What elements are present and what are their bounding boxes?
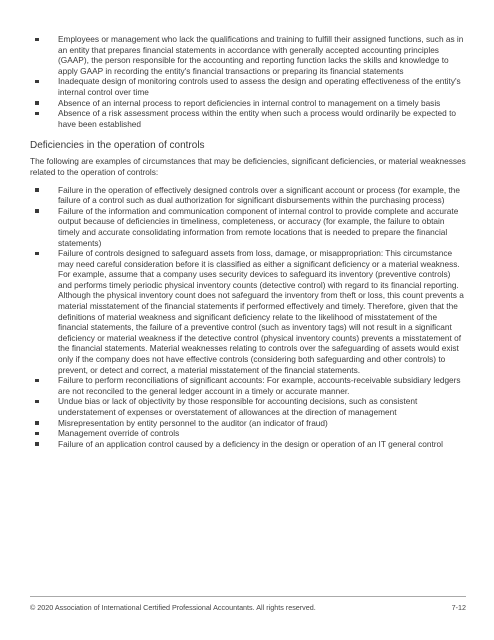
list-item: Employees or management who lack the qualifications and training to fulfill their assigned functions, such as in an entity that prepares financial statements in accordance with generally accepted accounting principles (GAAP), the person responsible for the accounting and reporting function lacks the skills and knowledge to apply GAAP in recording the entity's financial transactions or preparing its financial statements <box>30 34 466 76</box>
bullet-icon <box>35 38 39 42</box>
document-body <box>30 34 466 449</box>
list-item: Failure of controls designed to safeguard assets from loss, damage, or misappropriation: This circumstance may need careful consideration before it is classified as either a significant deficiency or a material weakness. For example, assume that a company uses security devices to safeguard its inventory (preventive controls) and performs timely periodic physical inventory counts (detective control) with regard to its financial reporting. Although the physical inventory count does not safeguard the inventory from theft or loss, this count prevents a material misstatement of the financial statements if performed effectively and timely. Therefore, given that the definitions of material weakness and significant deficiency relate to the likelihood of misstatement of the financial statements, the failure of a preventive control (such as inventory tags) will not result in a significant deficiency or material weakness if the detective control (physical inventory counts) prevents a misstatement of the financial statements. Material weaknesses relating to controls over the safeguarding of assets would exist only if the company does not have effective controls (considering both safeguarding and other controls) to prevent, or detect and correct, a material misstatement of the financial statements. <box>30 248 466 375</box>
page-footer <box>30 596 466 612</box>
page-number: 7-12 <box>451 603 466 612</box>
list-item: Failure in the operation of effectively designed controls over a significant account or process (for example, the failure of a control such as dual authorization for significant disbursements within the purchasing process) <box>30 185 466 206</box>
bullet-icon <box>35 112 39 116</box>
list-item: Undue bias or lack of objectivity by those responsible for accounting decisions, such as consistent understatement of expenses or overstatement of allowances at the direction of management <box>30 396 466 417</box>
bullet-icon <box>35 379 39 383</box>
bullet-icon <box>35 442 39 446</box>
bullet-icon <box>35 432 39 436</box>
list-item: Absence of a risk assessment process within the entity when such a process would ordinarily be expected to have been established <box>30 108 466 129</box>
bullet-icon <box>35 421 39 425</box>
list-item: Inadequate design of monitoring controls used to assess the design and operating effectiveness of the entity's internal control over time <box>30 76 466 97</box>
bullet-icon <box>35 400 39 404</box>
section-bullet-list <box>30 185 466 450</box>
bullet-icon <box>35 252 39 256</box>
list-item: Absence of an internal process to report deficiencies in internal control to management on a timely basis <box>30 98 466 109</box>
list-item: Misrepresentation by entity personnel to the auditor (an indicator of fraud) <box>30 418 466 429</box>
section-intro: The following are examples of circumstances that may be deficiencies, significant deficiencies, or material weaknesses related to the operation of controls: <box>30 156 466 177</box>
list-item: Management override of controls <box>30 428 466 439</box>
top-bullet-list <box>30 34 466 129</box>
bullet-icon <box>35 80 39 84</box>
copyright-text: © 2020 Association of International Certified Professional Accountants. All rights reserved. <box>30 603 316 612</box>
list-item: Failure to perform reconciliations of significant accounts: For example, accounts-receivable subsidiary ledgers are not reconciled to the general ledger account in a timely or accurate manner. <box>30 375 466 396</box>
list-item: Failure of an application control caused by a deficiency in the design or operation of an IT general control <box>30 439 466 450</box>
bullet-icon <box>35 101 39 105</box>
section-heading: Deficiencies in the operation of controls <box>30 140 205 152</box>
list-item: Failure of the information and communication component of internal control to provide complete and accurate output because of deficiencies in timeliness, completeness, or accuracy (for example, the failure to obtain timely and accurate consolidating information from remote locations that is needed to prepare the financial statements) <box>30 206 466 248</box>
bullet-icon <box>35 188 39 192</box>
bullet-icon <box>35 209 39 213</box>
